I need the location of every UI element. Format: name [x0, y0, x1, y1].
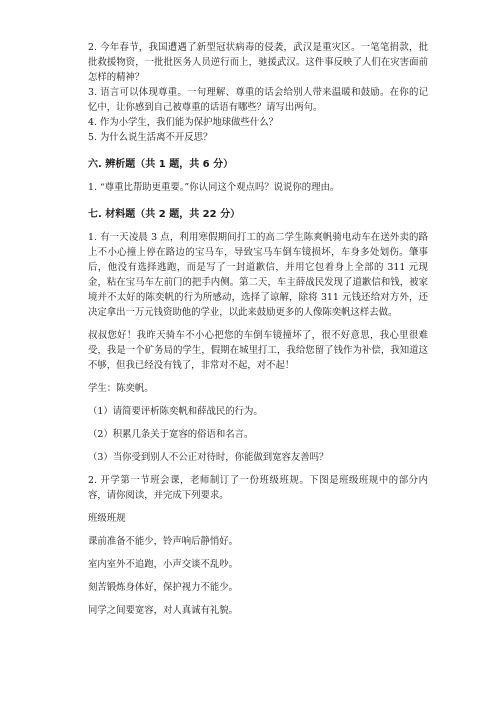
question-item: 4. 作为小学生，我们能为保护地球做些什么？: [88, 117, 279, 128]
sub-question: （2）积累几条关于宽容的俗语和名言。: [88, 429, 254, 440]
apology-letter: 叔叔您好！我昨天骑车不小心把您的车倒车镜撞坏了，很不好意思，我心里很难受，我是一个矿务局的学生，假期在城里打工，我给您留了钱作为补偿，我知道这不够，但我已经没有钱了，非常对不起，对不起！: [88, 330, 428, 371]
rules-title: 班级班规: [88, 513, 126, 524]
rule-line: 课前准备不能少，铃声响后静悄好。: [88, 536, 239, 547]
rule-line: 刻苦锻炼身体好，保护视力不能少。: [88, 582, 239, 593]
sub-question: （1）请简要评析陈奕帆和薛战民的行为。: [88, 406, 263, 417]
letter-signature: 学生：陈奕帆。: [88, 383, 154, 394]
sub-question: （3）当你受到别人不公正对待时，你能做到宽容友善吗？: [88, 452, 329, 463]
material-paragraph: 1. 有一天凌晨 3 点，利用寒假期间打工的高二学生陈爽帆骑电动车在送外卖的路上不小心撞上停在路边的宝马车，导致宝马车倒车镜损坏，车身多处划伤。肇事后，他没有选择逃跑，而是写了一封道歉信，并用它包着身上全部的 311 元现金，粘在宝马车左前门的把手内侧。第二天，车主薛战民发现了道歉信和钱，被家境并不太好的陈奕帆的行为所感动，选择了谅解，除将 311 元钱还给对方外，还决定拿出一万元钱资助他的学业，以此来鼓励更多的人像陈奕帆这样去做。: [88, 232, 428, 318]
rule-line: 同学之间要宽容，对人真诚有礼貌。: [88, 605, 239, 616]
question-item: 1. “尊重比帮助更重要。”你认同这个观点吗？说说你的理由。: [88, 182, 340, 193]
section-heading: 七. 材料题（共 2 题，共 22 分）: [88, 209, 241, 220]
question-item: 2. 开学第一节班会课，老师制订了一份班级班规。下图是班级班规中的部分内容，请你阅读，并完成下列要求。: [88, 475, 428, 501]
document-content: [88, 40, 428, 618]
question-item: 5. 为什么说生活离不开反思？: [88, 132, 213, 143]
question-item: 2. 今年春节，我国遭遇了新型冠状病毒的侵袭，武汉是重灾区。一笔笔捐款，批批救援物资，一批批医务人员逆行而上，驰援武汉。这件事反映了人们在灾害面前怎样的精神？: [88, 42, 428, 83]
section-heading: 六. 辨析题（共 1 题，共 6 分）: [88, 159, 234, 170]
question-item: 3. 语言可以体现尊重。一句理解、尊重的话会给别人带来温暖和鼓励。在你的记忆中，让你感到自己被尊重的话语有哪些？请写出两句。: [88, 87, 428, 113]
rule-line: 室内室外不追跑，小声交谈不乱吵。: [88, 559, 239, 570]
